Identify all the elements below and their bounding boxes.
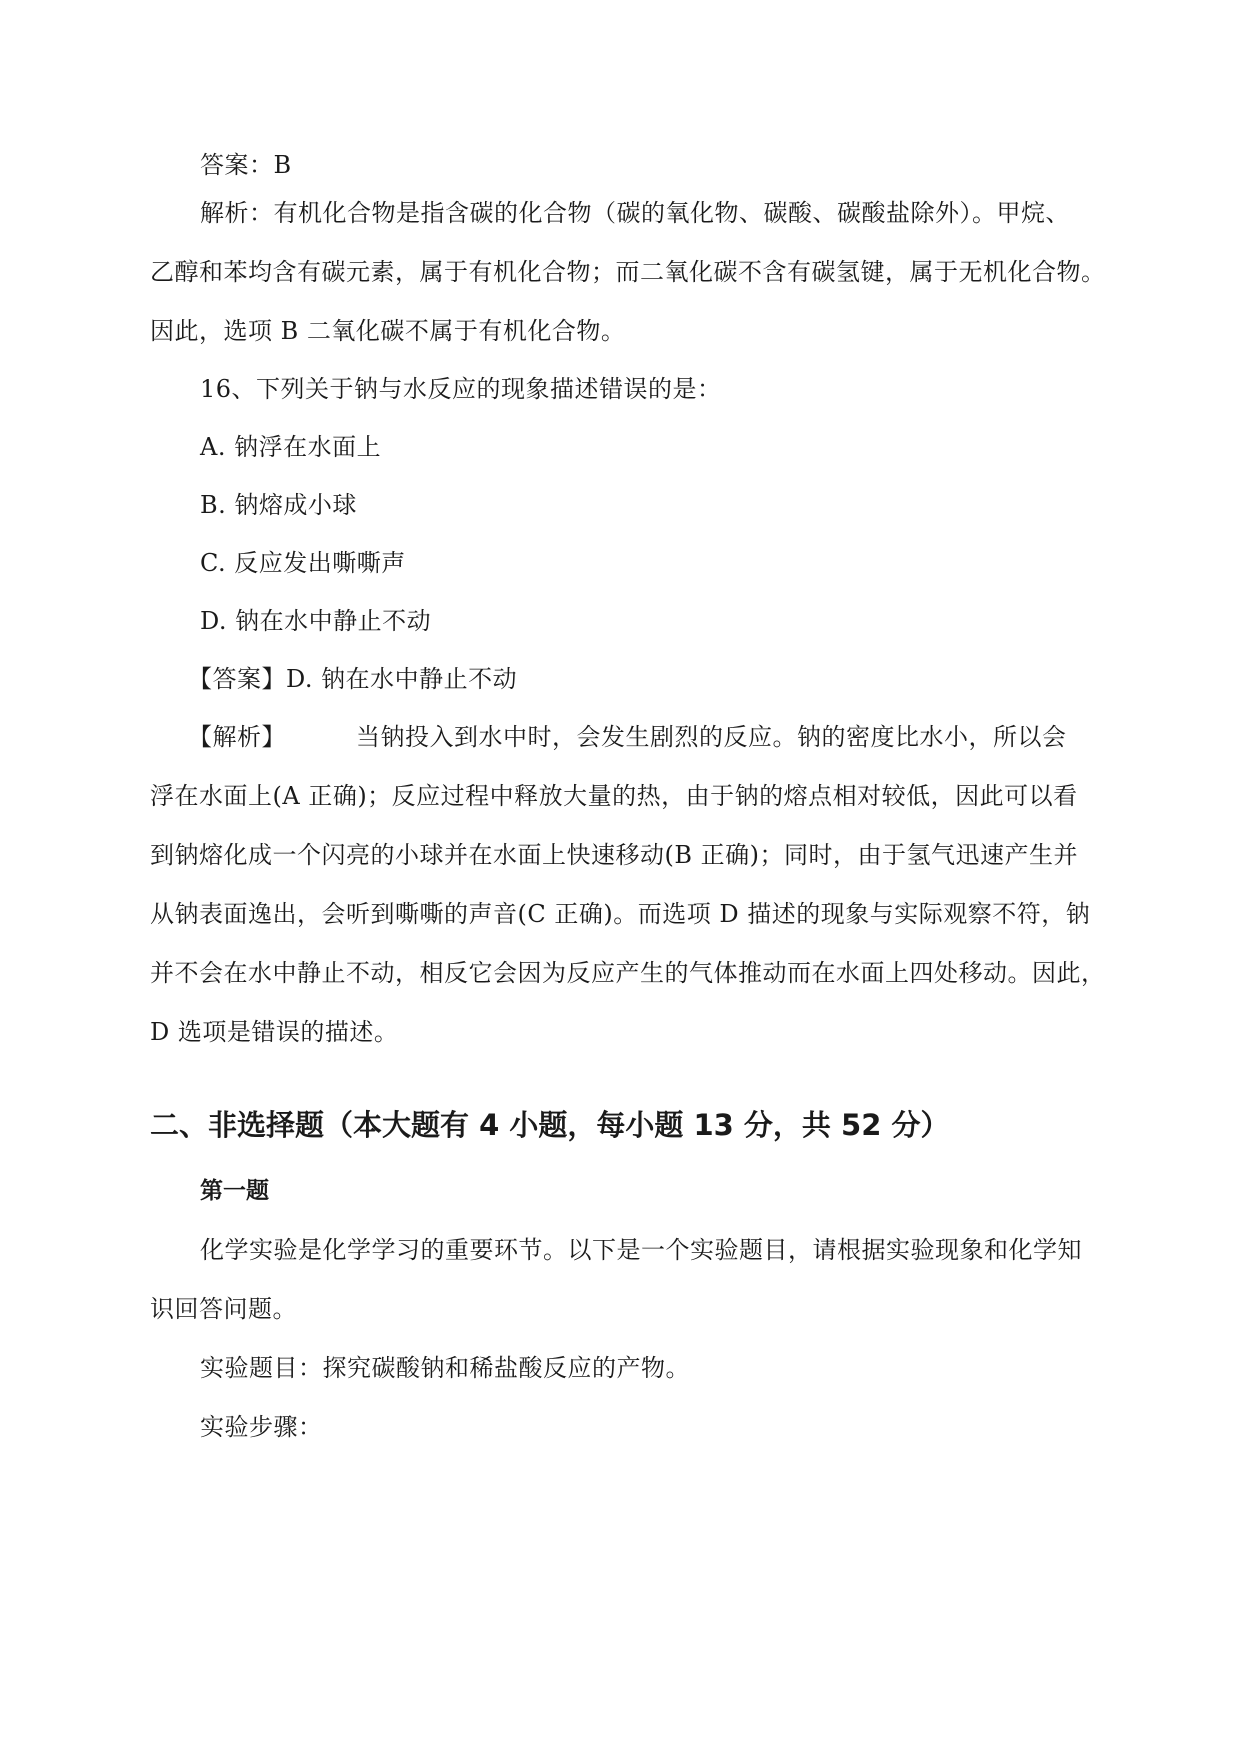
q16-analysis-first-line [188,720,1067,754]
q16-stem: 16、下列关于钠与水反应的现象描述错误的是： [200,375,722,403]
q15-analysis-line-2: 乙醇和苯均含有碳元素，属于有机化合物；而二氧化碳不含有碳氢键，属于无机化合物。 [150,258,1106,286]
q16-option-c: C. 反应发出嘶嘶声 [200,549,406,577]
q15-analysis-line-3: 因此，选项 B 二氧化碳不属于有机化合物。 [150,317,626,345]
intro-line-1: 化学实验是化学学习的重要环节。以下是一个实验题目，请根据实验现象和化学知 [200,1236,1082,1264]
first-question-title: 第一题 [200,1178,269,1204]
experiment-title: 实验题目：探究碳酸钠和稀盐酸反应的产物。 [200,1354,690,1382]
q16-analysis-label: 【解析】 [188,723,286,751]
q16-analysis-line-5: 并不会在水中静止不动，相反它会因为反应产生的气体推动而在水面上四处移动。因此， [150,959,1106,987]
q16-option-b: B. 钠熔成小球 [200,491,357,519]
q16-analysis-line-6: D 选项是错误的描述。 [150,1018,399,1046]
q16-analysis-line-3: 到钠熔化成一个闪亮的小球并在水面上快速移动(B 正确)；同时，由于氢气迅速产生并 [150,841,1078,869]
q16-analysis-first-text: 当钠投入到水中时，会发生剧烈的反应。钠的密度比水小，所以会 [356,723,1067,751]
q16-option-d: D. 钠在水中静止不动 [200,607,432,635]
experiment-steps-label: 实验步骤： [200,1413,323,1441]
intro-line-2: 识回答问题。 [150,1295,297,1323]
q16-option-a: A. 钠浮在水面上 [200,433,382,461]
q16-answer: 【答案】D. 钠在水中静止不动 [188,665,518,693]
q16-analysis-line-4: 从钠表面逸出，会听到嘶嘶的声音(C 正确)。而选项 D 描述的现象与实际观察不符，钠 [150,900,1091,928]
q15-answer: 答案：B [200,151,292,179]
section2-heading: 二、非选择题（本大题有 4 小题，每小题 13 分，共 52 分） [150,1108,950,1142]
q15-analysis-line-1: 解析：有机化合物是指含碳的化合物（碳的氧化物、碳酸、碳酸盐除外）。甲烷、 [200,199,1070,227]
q16-analysis-line-2: 浮在水面上(A 正确)；反应过程中释放大量的热，由于钠的熔点相对较低，因此可以看 [150,782,1078,810]
